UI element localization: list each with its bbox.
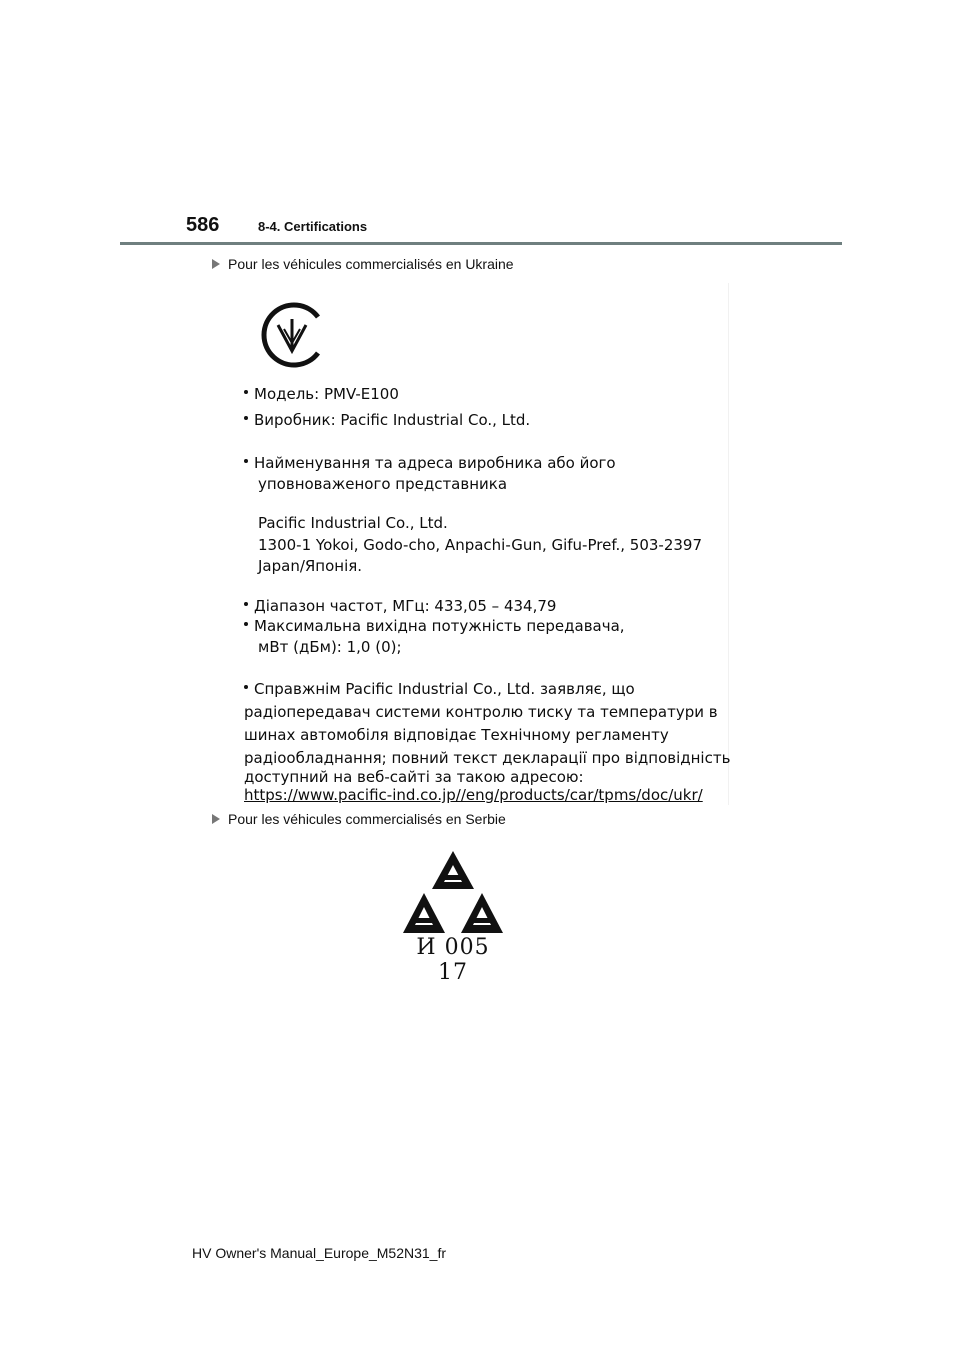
ukraine-certificate-block <box>232 283 729 805</box>
serbia-mark-code: И 005 17 <box>416 935 490 985</box>
declaration-line-5: доступний на веб-сайті за такою адресою: <box>244 768 584 786</box>
bullet-ukraine <box>212 256 514 272</box>
bullet-dot <box>244 685 248 689</box>
bullet-dot <box>244 602 248 606</box>
max-power-line: Максимальна вихідна потужність передавача, <box>244 617 625 635</box>
declaration-line-3: шинах автомобіля відповідає Технічному регламенту <box>244 726 669 744</box>
triangle-bullet-icon <box>212 259 220 269</box>
company-address: 1300-1 Yokoi, Godo-cho, Anpachi-Gun, Gifu-Pref., 503-2397 <box>258 536 703 554</box>
header-divider <box>120 242 842 245</box>
bullet-dot <box>244 459 248 463</box>
serbian-triangle-mark-icon <box>398 847 508 937</box>
section-title: 8-4. Certifications <box>258 219 368 234</box>
ukrainian-conformity-mark-icon <box>256 299 328 371</box>
bullet-serbia <box>212 811 506 827</box>
serbia-certification-mark <box>398 847 508 985</box>
max-power-value: мВт (дБм): 1,0 (0); <box>258 638 402 656</box>
bullet-dot <box>244 390 248 394</box>
declaration-url: https://www.pacific-ind.co.jp//eng/products/car/tpms/doc/ukr/ <box>244 786 703 804</box>
page-number: 586 <box>186 214 220 236</box>
declaration-line-4: радіообладнання; повний текст декларації про відповідність <box>244 749 731 767</box>
triangle-bullet-icon <box>212 814 220 824</box>
declaration-line-2: радіопередавач системи контролю тиску та температури в <box>244 703 718 721</box>
bullet-serbia-label: Pour les véhicules commercialisés en Serbie <box>228 811 506 827</box>
manufacturer-line: Виробник: Pacific Industrial Co., Ltd. <box>244 411 530 429</box>
company-name: Pacific Industrial Co., Ltd. <box>258 514 448 532</box>
bullet-dot <box>244 416 248 420</box>
model-line: Модель: PMV-E100 <box>244 385 399 403</box>
company-country: Japan/Японія. <box>258 557 363 575</box>
bullet-ukraine-label: Pour les véhicules commercialisés en Ukraine <box>228 256 514 272</box>
bullet-dot <box>244 622 248 626</box>
representative-heading: Найменування та адреса виробника або його <box>244 454 616 472</box>
declaration-line-1: Справжнім Pacific Industrial Co., Ltd. заявляє, що <box>244 680 635 698</box>
footer-manual-id: HV Owner's Manual_Europe_M52N31_fr <box>192 1245 447 1261</box>
representative-heading-cont: уповноваженого представника <box>258 475 508 493</box>
frequency-range-line: Діапазон частот, МГц: 433,05 – 434,79 <box>244 597 556 615</box>
